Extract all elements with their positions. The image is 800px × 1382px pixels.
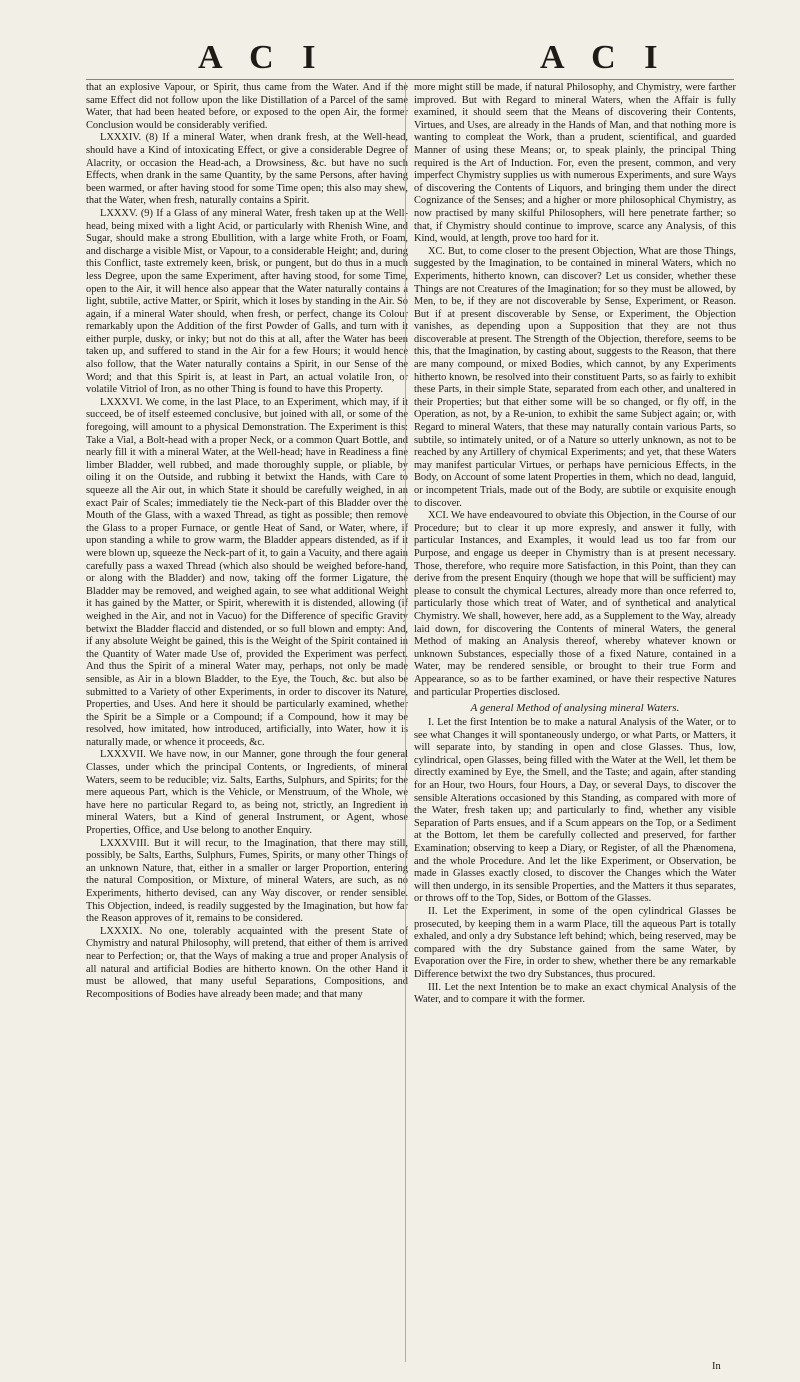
paragraph: XCI. We have endeavoured to obviate this Objection, in the Course of our Procedure; but to clear it up more expresly, and answer it fully, with particular Instances, and Examples, it would lead us too far from our Purpose, and engage us deeper in Chymistry than is at present necessary. Those, therefore, who require more Satisfaction, in this Point, than they can derive from the present Enquiry (though we hope that will be sufficient) may please to consult the chymical Lectures, already more than once referred to, particularly those which treat of Water, and of synthetical and analytical Chymistry. We shall, however, here add, as a Supplement to the Way, already laid down, for discovering the Contents of mineral Waters, the general Method of making an Analysis thereof, whereby whatever known or unknown Substances, especially those of a fixed Nature, contained in a Water, may be rendered sensible, or brought to their true Form and Appearance, so as to be farther examined, or have their respective Natures and particular Properties disclosed. [414, 510, 736, 698]
paragraph: LXXXVII. We have now, in our Manner, gone through the four general Classes, under which the principal Contents, or Ingredients, of mineral Waters, seem to be reducible; viz. Salts, Earths, Sulphurs, and Spirits; for the mere aqueous Part, which is the Vehicle, or Menstruum, of the Whole, we have here no particular Regard to, as being not, strictly, an Ingredient in mineral Waters, but a Kind of general Instrument, or Agent, whose Properties, Office, and Use belong to another Enquiry. [86, 749, 408, 837]
paragraph: XC. But, to come closer to the present Objection, What are those Things, suggested by the Imagination, to be contained in mineral Waters, which no Experiments, hitherto known, can discover? Let us consider, whether these Things are not Creatures of the Imagination; for so they must be allowed, by Men, to be, if they are not discoverable by Sense, Experiment, or Reason. But if at present discoverable by Sense, or Experiment, the Objection vanishes, as depending upon a Supposition that they are not thus discoverable at present. The Strength of the Objection, therefore, seems to be this, that the Imagination, by casting about, suggests to the Reason, that there are many compound, or mixed Bodies, which cannot, by any Experiments hitherto known, be resolved into their constituent Parts, so as fairly to exhibit these Parts, in their simple State, separated from each other, and unaltered in their Properties; but that either some will be so changed, or fly off, in the Operation, as not, by a Re-union, to exhibit the same Subject again; or, with Regard to mineral Waters, that these may naturally contain various Parts, so subtile, so intimately united, or of a Nature so utterly unknown, as not to be reached by any Artillery of chymical Experiments; and yet, that these Waters may manifest particular Virtues, or perhaps have pernicious Effects, in the Body, on Account of some latent Properties in them, which no dead, languid, or incompetent Trials, made out of the Body, are subtile or exquisite enough to discover. [414, 245, 736, 509]
column-divider [405, 82, 406, 1362]
paragraph: LXXXV. (9) If a Glass of any mineral Water, fresh taken up at the Well-head, being mixed with a light Acid, or particularly with Rhenish Wine, and Sugar, should make a strong Ebullition, with a large white Froth, or Foam, and discharge a visible Mist, or Vapour, to a considerable Height; and, during this Conflict, taste extremely keen, brisk, or pungent, but do thus in a much less Degree, upon the same Experiment, after having stood, for some Time, open to the Air, it will hence also appear that the Water naturally contains a light, subtile, active Matter, or Spirit, which it loses by standing in the Air. So again, if a mineral Water should, when fresh, or perfect, change its Colour remarkably upon the Addition of the first Powder of Galls, and turn with it either purple, dusky, or inky; but not do this at all, after the Water has been taken up, and suffered to stand in the Air for a few Hours; it would hence also follow, that the Water naturally contains a Spirit, in our Sense of the Word; and that this Spirit is, at least in Part, an actual volatile Iron, or volatile Vitriol of Iron, as no other Thing is found to have this Property. [86, 207, 408, 396]
paragraph: I. Let the first Intention be to make a natural Analysis of the Water, or to see what Changes it will spontaneously undergo, or what Parts, or Matters, it will separate into, by standing in open and close Glasses. Thus, low, cylindrical, open Glasses, being filled with the Water at the Well, let them be directly examined by Eye, the Smell, and the Taste; and again, after standing for an Hour, two Hours, four Hours, a Day, or several Days, to discover the sensible Alterations occasioned by this Standing, as compared with more of the Water, fresh taken up; and particularly to find, whether any visible Separation of Parts ensues, and if a Scum appears on the Top, or a Sediment at the Bottom, let them be carefully collected and preserved, for farther Examination; observing to keep a Diary, or Register, of all the Phænomena, and the whole Procedure. And let the like Experiment, or Observation, be made in Glasses exactly closed, to discover the Changes which the Water will then undergo, in its sensible Properties, and the Matters it thus separates, or throws off to the Top, Sides, or Bottom of the Glasses. [414, 717, 736, 905]
paragraph: II. Let the Experiment, in some of the open cylindrical Glasses be prosecuted, by keeping them in a warm Place, till the aqueous Part is totally exhaled, and only a dry Substance left behind; which, being reserved, may be compared with the dry Substance gained from the same Water, by Evaporation over the Fire, in order to shew, whether there be any remarkable Difference betwixt the two dry Substances, thus procured. [414, 906, 736, 980]
paragraph: LXXXVIII. But it will recur, to the Imagination, that there may still, possibly, be Salts, Earths, Sulphurs, Fumes, Spirits, or many other Things of an unknown Nature, that, either in a smaller or larger Proportion, entering the natural Composition, or Mixture, of mineral Waters, are such, as no Experiments, hitherto devised, can any Way discover, or render sensible. This Objection, indeed, is readily suggested by the Imagination, but how far the Reason approves of it, remains to be considered. [86, 837, 408, 925]
section-heading: A general Method of analysing mineral Waters. [470, 702, 680, 715]
running-head-right: A C I [540, 39, 668, 76]
paragraph: that an explosive Vapour, or Spirit, thus came from the Water. And if the same Effect did not follow upon the like Distillation of a Parcel of the same Water, that had been heated before, or exposed to the open Air, the former Conclusion would be considerably verified. [86, 82, 408, 131]
paragraph: LXXXVI. We come, in the last Place, to an Experiment, which may, if it succeed, be of itself esteemed conclusive, but joined with all, or some of the foregoing, will amount to a physical Demonstration. The Experiment is this: Take a Vial, a Bolt-head with a proper Neck, or a common Quart Bottle, and nearly fill it with a mineral Water, at the Well-head; have in Readiness a fine limber Bladder, well rubbed, and made thoroughly supple, or pliable, by oiling it on the Outside, and rubbing it betwixt the Hands, with Care to squeeze all the Air out, in which State it should be carefully weighed, in an exact Pair of Scales; immediately tie the Neck-part of this Bladder over the Mouth of the Glass, with a waxed Thread, as tight as possible; then remove the Glass to a proper Furnace, or gentle Heat of Sand, or Water, where, if upon standing a while to grow warm, the Bladder appears distended, as if it were blown up, squeeze the Neck-part of it, to gain a Vacuity, and there again carefully pass a waxed Thread (which also should be weighed before-hand, or along with the Bladder) and now, taking off the former Ligature, the Bladder may be removed, and weighed again, to see what additional Weight it has gained by the Matter, or Spirit, wherewith it is distended, allowing (if weighed in the Air, and not in Vacuo) for the Difference of specific Gravity betwixt the Bladder flaccid and distended, or so full blown and empty: And, if any absolute Weight be gained, this is the Weight of the Spirit contained in the Quantity of Water made Use of, provided the Experiment was perfect. And thus the Spirit of a mineral Water may, perhaps, not only be made sensible, as Air in a blown Bladder, to the Eye, the Touch, &c. but also be submitted to a Variety of other Experiments, in order to discover its Nature, Properties, and Uses. And here it should be particularly examined, whether the Spirit be a Simple or a Compound; if a Compound, how it may be resolved, how imitated, how introduced, artificially, into Water, how it is naturally made, or whence it proceeds, &c. [86, 396, 408, 748]
right-column [414, 82, 736, 1370]
left-column [86, 82, 408, 1370]
paragraph: LXXXIV. (8) If a mineral Water, when drank fresh, at the Well-head, should have a Kind of intoxicating Effect, or give a considerable Degree of Alacrity, or occasion the Head-ach, a Drowsiness, &c. but have no such Effects, when drank in the same Quantity, by the same Persons, after having been warmed, or after having stood for some Time open; this also may shew, that the Water, when fresh, naturally contains a Spirit. [86, 132, 408, 207]
header-rule [86, 79, 734, 80]
running-header [0, 38, 800, 78]
paragraph: III. Let the next Intention be to make an exact chymical Analysis of the Water, and to compare it with the former. [414, 981, 736, 1006]
paragraph: more might still be made, if natural Philosophy, and Chymistry, were farther improved. But with Regard to mineral Waters, when the Affair is fully examined, it should seem that the Means of discovering their Contents, Virtues, and Uses, are already in the Hands of Man, and that nothing more is wanting to compleat the Work, than a prudent, scientifical, and guarded Manner of using these Means; or, to speak plainly, the principal Thing required is the Art of Induction. For, even the present, common, and very imperfect Chymistry supplies us with numerous Experiments, and sure Ways of discovering the Contents of Liquors, and bringing them under the direct Cognizance of the Senses; and a higher or more philosophical Chymistry, as now practised by many skilful Philosophers, will here penetrate farther; so that, if Chymistry should continue to improve, scarce any Analysis, of this Kind, would, at length, prove too hard for it. [414, 82, 736, 245]
running-head-left: A C I [198, 39, 326, 76]
catchword: In [712, 1361, 721, 1372]
paragraph: LXXXIX. No one, tolerably acquainted with the present State of Chymistry and natural Philosophy, will pretend, that either of them is arrived near to Perfection; or, that the Ways of making a true and proper Analysis of all natural and artificial Bodies are hitherto known. On the other Hand it must be allowed, that many useful Separations, Compositions, and Recompositions of Bodies have already been made; and that many [86, 925, 408, 1000]
